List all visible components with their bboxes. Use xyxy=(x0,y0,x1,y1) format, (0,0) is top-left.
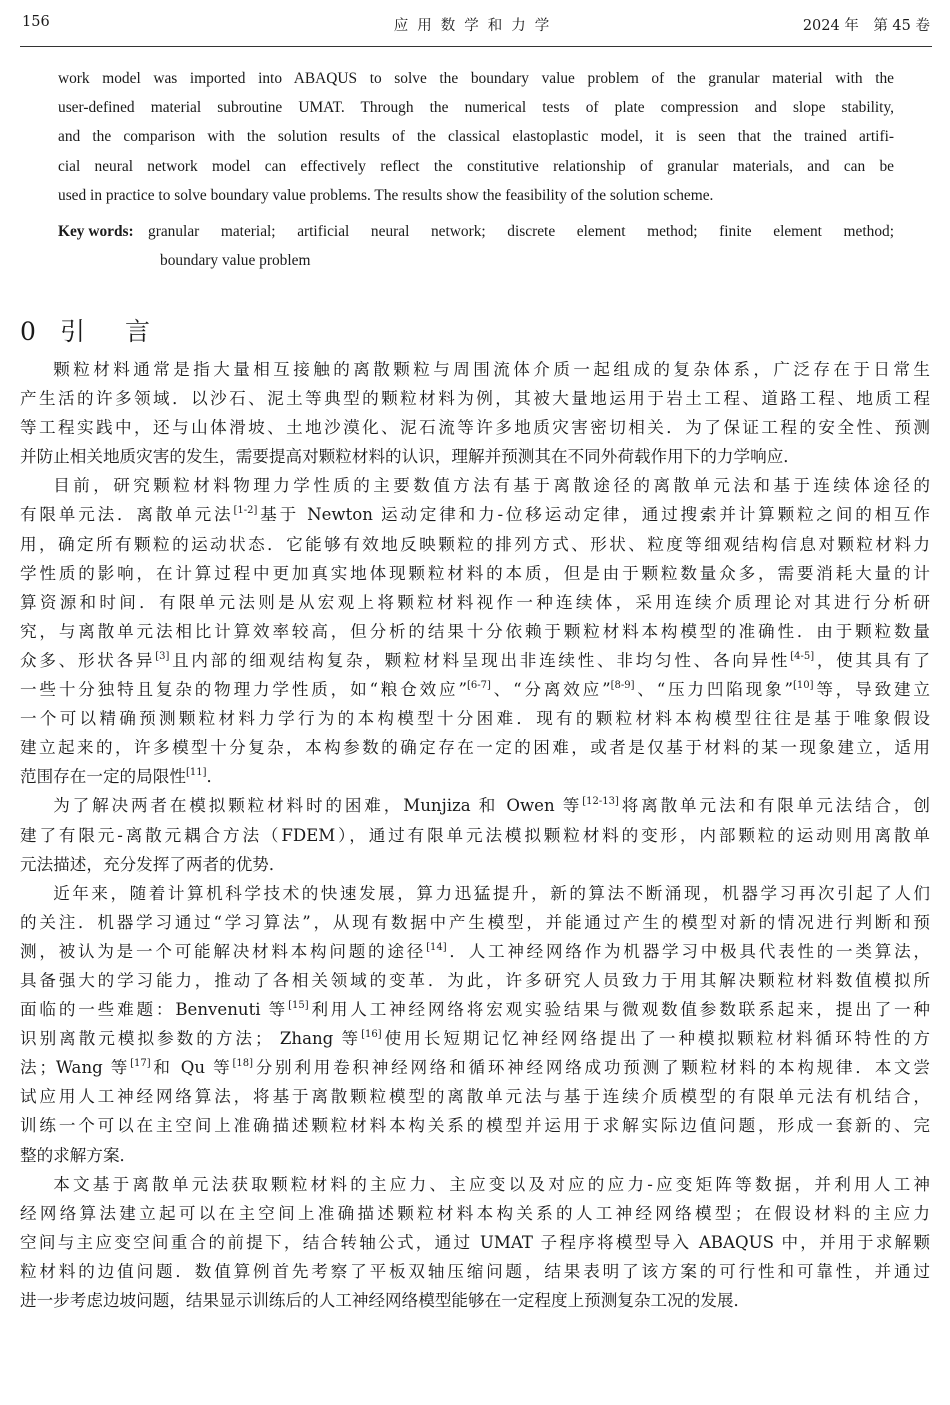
text-run: 等工程实践中，还与山体滑坡、土地沙漠化、泥石流等许多地质灾害密切相关．为了保证工程的安全性、预测 xyxy=(20,418,930,438)
text-run: 测，被认为是一个可能解决材料本构问题的途径 xyxy=(20,941,427,961)
keywords-line-1: granular material; artificial neural network; discrete element method; finite element method; xyxy=(148,223,894,240)
text-run: 究，与离散单元法相比计算效率较高，但分析的结果十分依赖于颗粒材料本构模型的准确性．由于颗粒数量 xyxy=(20,621,930,641)
text-run: 范围存在一定的局限性 xyxy=(20,767,186,787)
body-text xyxy=(20,355,930,1315)
page-number: 156 xyxy=(22,14,50,30)
citation-ref: [11] xyxy=(185,767,207,779)
paragraph-line xyxy=(20,1053,930,1082)
text-run: 将离散单元法和有限单元法结合，创 xyxy=(618,796,930,816)
abstract-line: work model was imported into ABAQUS to solve the boundary value problem of the granular material with the xyxy=(58,70,894,87)
text-run: ．人工神经网络作为机器学习中极具代表性的一类算法， xyxy=(446,941,930,961)
text-run: 等，导致建立 xyxy=(813,680,931,700)
paragraph-line xyxy=(20,1082,930,1111)
paragraph-line xyxy=(20,1024,930,1053)
text-run: 目前，研究颗粒材料物理力学性质的主要数值方法有基于离散途径的离散单元法和基于连续体途径的 xyxy=(53,476,930,496)
paragraph-line xyxy=(20,879,930,908)
text-run: 颗粒材料通常是指大量相互接触的离散颗粒与周围流体介质一起组成的复杂体系，广泛存在于日常生 xyxy=(53,360,930,379)
keywords xyxy=(58,218,894,275)
paragraph xyxy=(20,471,930,791)
paragraph-line xyxy=(20,617,930,646)
paragraph-line xyxy=(20,1199,930,1228)
text-run: 基于 Newton 运动定律和力-位移运动定律，通过搜索并计算颗粒之间的相互作 xyxy=(257,505,931,525)
citation-ref: [10] xyxy=(793,680,814,692)
paragraph-line xyxy=(20,1141,930,1170)
text-run: 并防止相关地质灾害的发生，需要提高对颗粒材料的认识，理解并预测其在不同外荷载作用下的力学响应． xyxy=(20,447,800,467)
citation-ref: [14] xyxy=(426,941,447,953)
citation-ref: [17] xyxy=(130,1058,151,1070)
paragraph-line xyxy=(20,762,930,791)
paragraph-line xyxy=(20,500,930,529)
text-run: 利用人工神经网络将宏观实验结果与微观数值参数联系起来，提出了一种 xyxy=(308,1000,930,1020)
text-run: 产生活的许多领域．以沙石、泥土等典型的颗粒材料为例，其被大量地运用于岩土工程、道路工程、地质工程 xyxy=(20,389,930,409)
citation-ref: [1-2] xyxy=(233,505,258,517)
text-run: 建立起来的，许多模型十分复杂，本构参数的确定存在一定的困难，或者是仅基于材料的某一现象建立，适用 xyxy=(20,738,930,758)
text-run: 法；Wang 等 xyxy=(20,1058,131,1078)
text-run: 粒材料的边值问题．数值算例首先考察了平板双轴压缩问题，结果表明了该方案的可行性和可靠性，并通过 xyxy=(20,1261,930,1281)
text-run: 建了有限元-离散元耦合方法（FDEM），通过有限单元法模拟颗粒材料的变形，内部颗粒的运动则用离散单 xyxy=(20,825,930,845)
text-run: 本文基于离散单元法获取颗粒材料的主应力、主应变以及对应的应力-应变矩阵等数据，并利用人工神 xyxy=(53,1174,930,1194)
paragraph-line xyxy=(20,355,930,384)
paragraph-line xyxy=(20,588,930,617)
text-run: 试应用人工神经网络算法，将基于离散颗粒模型的离散单元法与基于连续介质模型的有限单元法有机结合， xyxy=(20,1087,930,1107)
text-run: 、“分离效应” xyxy=(490,680,611,700)
section-title: 引言 xyxy=(60,317,191,346)
paragraph-line xyxy=(20,675,930,704)
text-run: 整的求解方案． xyxy=(20,1145,137,1165)
paragraph xyxy=(20,791,930,878)
paragraph-line xyxy=(20,821,930,850)
text-run: 算资源和时间．有限单元法则是从宏观上将颗粒材料视作一种连续体，采用连续介质理论对其进行分析研 xyxy=(20,592,930,612)
text-run: 分别利用卷积神经网络和循环神经网络成功预测了颗粒材料的本构规律．本文尝 xyxy=(252,1058,930,1078)
paragraph-line xyxy=(20,966,930,995)
paragraph-line xyxy=(20,791,930,820)
paragraph-line xyxy=(20,733,930,762)
text-run: ，使其具有了 xyxy=(814,650,931,670)
paragraph-line xyxy=(20,850,930,879)
paragraph-line xyxy=(20,559,930,588)
text-run: 近年来，随着计算机科学技术的快速发展，算力迅猛提升，新的算法不断涌现，机器学习再次引起了人们 xyxy=(53,883,930,903)
paragraph-line xyxy=(20,442,930,471)
text-run: 学性质的影响，在计算过程中更加真实地体现颗粒材料的本质，但是由于颗粒数量众多，需要消耗大量的计 xyxy=(20,563,930,583)
text-run: 一些十分独特且复杂的物理力学性质，如“粮仓效应” xyxy=(20,680,467,700)
paragraph-line xyxy=(20,1257,930,1286)
text-run: 元法描述，充分发挥了两者的优势． xyxy=(20,854,286,874)
citation-ref: [4-5] xyxy=(790,650,815,662)
text-run: 经网络算法建立起可以在主空间上准确描述颗粒材料本构关系的人工神经网络模型；在假设材料的主应力 xyxy=(20,1203,930,1223)
paragraph-line xyxy=(20,908,930,937)
paragraph-line xyxy=(20,646,930,675)
paragraph xyxy=(20,1170,930,1315)
text-run: 有限单元法．离散单元法 xyxy=(20,505,234,525)
citation-ref: [6-7] xyxy=(466,680,491,692)
text-run: 、“压力凹陷现象” xyxy=(634,680,793,700)
paragraph-line xyxy=(20,995,930,1024)
running-header xyxy=(22,14,930,38)
paragraph-line xyxy=(20,937,930,966)
citation-ref: [8-9] xyxy=(610,680,635,692)
paragraph-line xyxy=(20,1228,930,1257)
text-run: 和 Qu 等 xyxy=(150,1058,233,1078)
paragraph xyxy=(20,879,930,1170)
paragraph-line xyxy=(20,1111,930,1140)
section-heading xyxy=(20,312,190,348)
text-run: 一个可以精确预测颗粒材料力学行为的本构模型十分困难．现有的颗粒材料本构模型往往是基于唯象假设 xyxy=(20,709,930,729)
text-run: 为了解决两者在模拟颗粒材料时的困难，Munjiza 和 Owen 等 xyxy=(53,796,583,816)
paragraph-line xyxy=(20,1170,930,1199)
text-run: 众多、形状各异 xyxy=(20,650,156,670)
paragraph-line xyxy=(20,413,930,442)
text-run: ． xyxy=(206,767,224,787)
abstract-continuation xyxy=(58,64,894,210)
text-run: 面临的一些难题：Benvenuti 等 xyxy=(20,1000,289,1020)
paragraph-line xyxy=(20,530,930,559)
section-number: 0 xyxy=(20,317,36,346)
text-run: 空间与主应变空间重合的前提下，结合转轴公式，通过 UMAT 子程序将模型导入 ABAQUS 中，并用于求解颗 xyxy=(20,1232,930,1252)
paragraph-line xyxy=(20,471,930,500)
citation-ref: [3] xyxy=(155,650,170,662)
journal-name: 应用数学和力学 xyxy=(393,18,559,34)
text-run: 识别离散元模拟参数的方法； Zhang 等 xyxy=(20,1029,362,1049)
citation-ref: [15] xyxy=(288,1000,309,1012)
text-run: 的关注．机器学习通过“学习算法”，从现有数据中产生模型，并能通过产生的模型对新的情况进行判断和预 xyxy=(20,912,930,932)
keywords-label: Key words: xyxy=(58,223,134,240)
text-run: 具备强大的学习能力，推动了各相关领域的变革．为此，许多研究人员致力于用其解决颗粒材料数值模拟所 xyxy=(20,970,930,990)
header-rule xyxy=(20,46,932,47)
text-run: 进一步考虑边坡问题，结果显示训练后的人工神经网络模型能够在一定程度上预测复杂工况的发展． xyxy=(20,1291,751,1310)
keywords-line-2: boundary value problem xyxy=(160,251,311,269)
abstract-line: and the comparison with the solution results of the classical elastoplastic model, it is seen that the trained artifi- xyxy=(58,128,894,146)
paragraph-line xyxy=(20,704,930,733)
paragraph-line xyxy=(20,1286,930,1315)
paragraph-line xyxy=(20,384,930,413)
abstract-line: user-defined material subroutine UMAT. Through the numerical tests of plate compression and slope stability, xyxy=(58,99,894,117)
text-run: 用，确定所有颗粒的运动状态．它能够有效地反映颗粒的排列方式、形状、粒度等细观结构信息对颗粒材料力 xyxy=(20,534,930,554)
citation-ref: [16] xyxy=(361,1029,382,1041)
abstract-line: cial neural network model can effectively reflect the constitutive relationship of granular materials, and can be xyxy=(58,157,894,175)
volume-info: 2024 年 第 45 卷 xyxy=(802,18,930,34)
citation-ref: [12-13] xyxy=(582,796,619,808)
text-run: 训练一个可以在主空间上准确描述颗粒材料本构关系的模型并运用于求解实际边值问题，形成一套新的、完 xyxy=(20,1116,930,1136)
abstract-line: used in practice to solve boundary value problems. The results show the feasibility of the solution scheme. xyxy=(58,186,714,204)
text-run: 使用长短期记忆神经网络提出了一种模拟颗粒材料循环特性的方 xyxy=(381,1029,931,1049)
paragraph xyxy=(20,355,930,471)
citation-ref: [18] xyxy=(232,1058,253,1070)
text-run: 且内部的细观结构复杂，颗粒材料呈现出非连续性、非均匀性、各向异性 xyxy=(169,650,791,670)
